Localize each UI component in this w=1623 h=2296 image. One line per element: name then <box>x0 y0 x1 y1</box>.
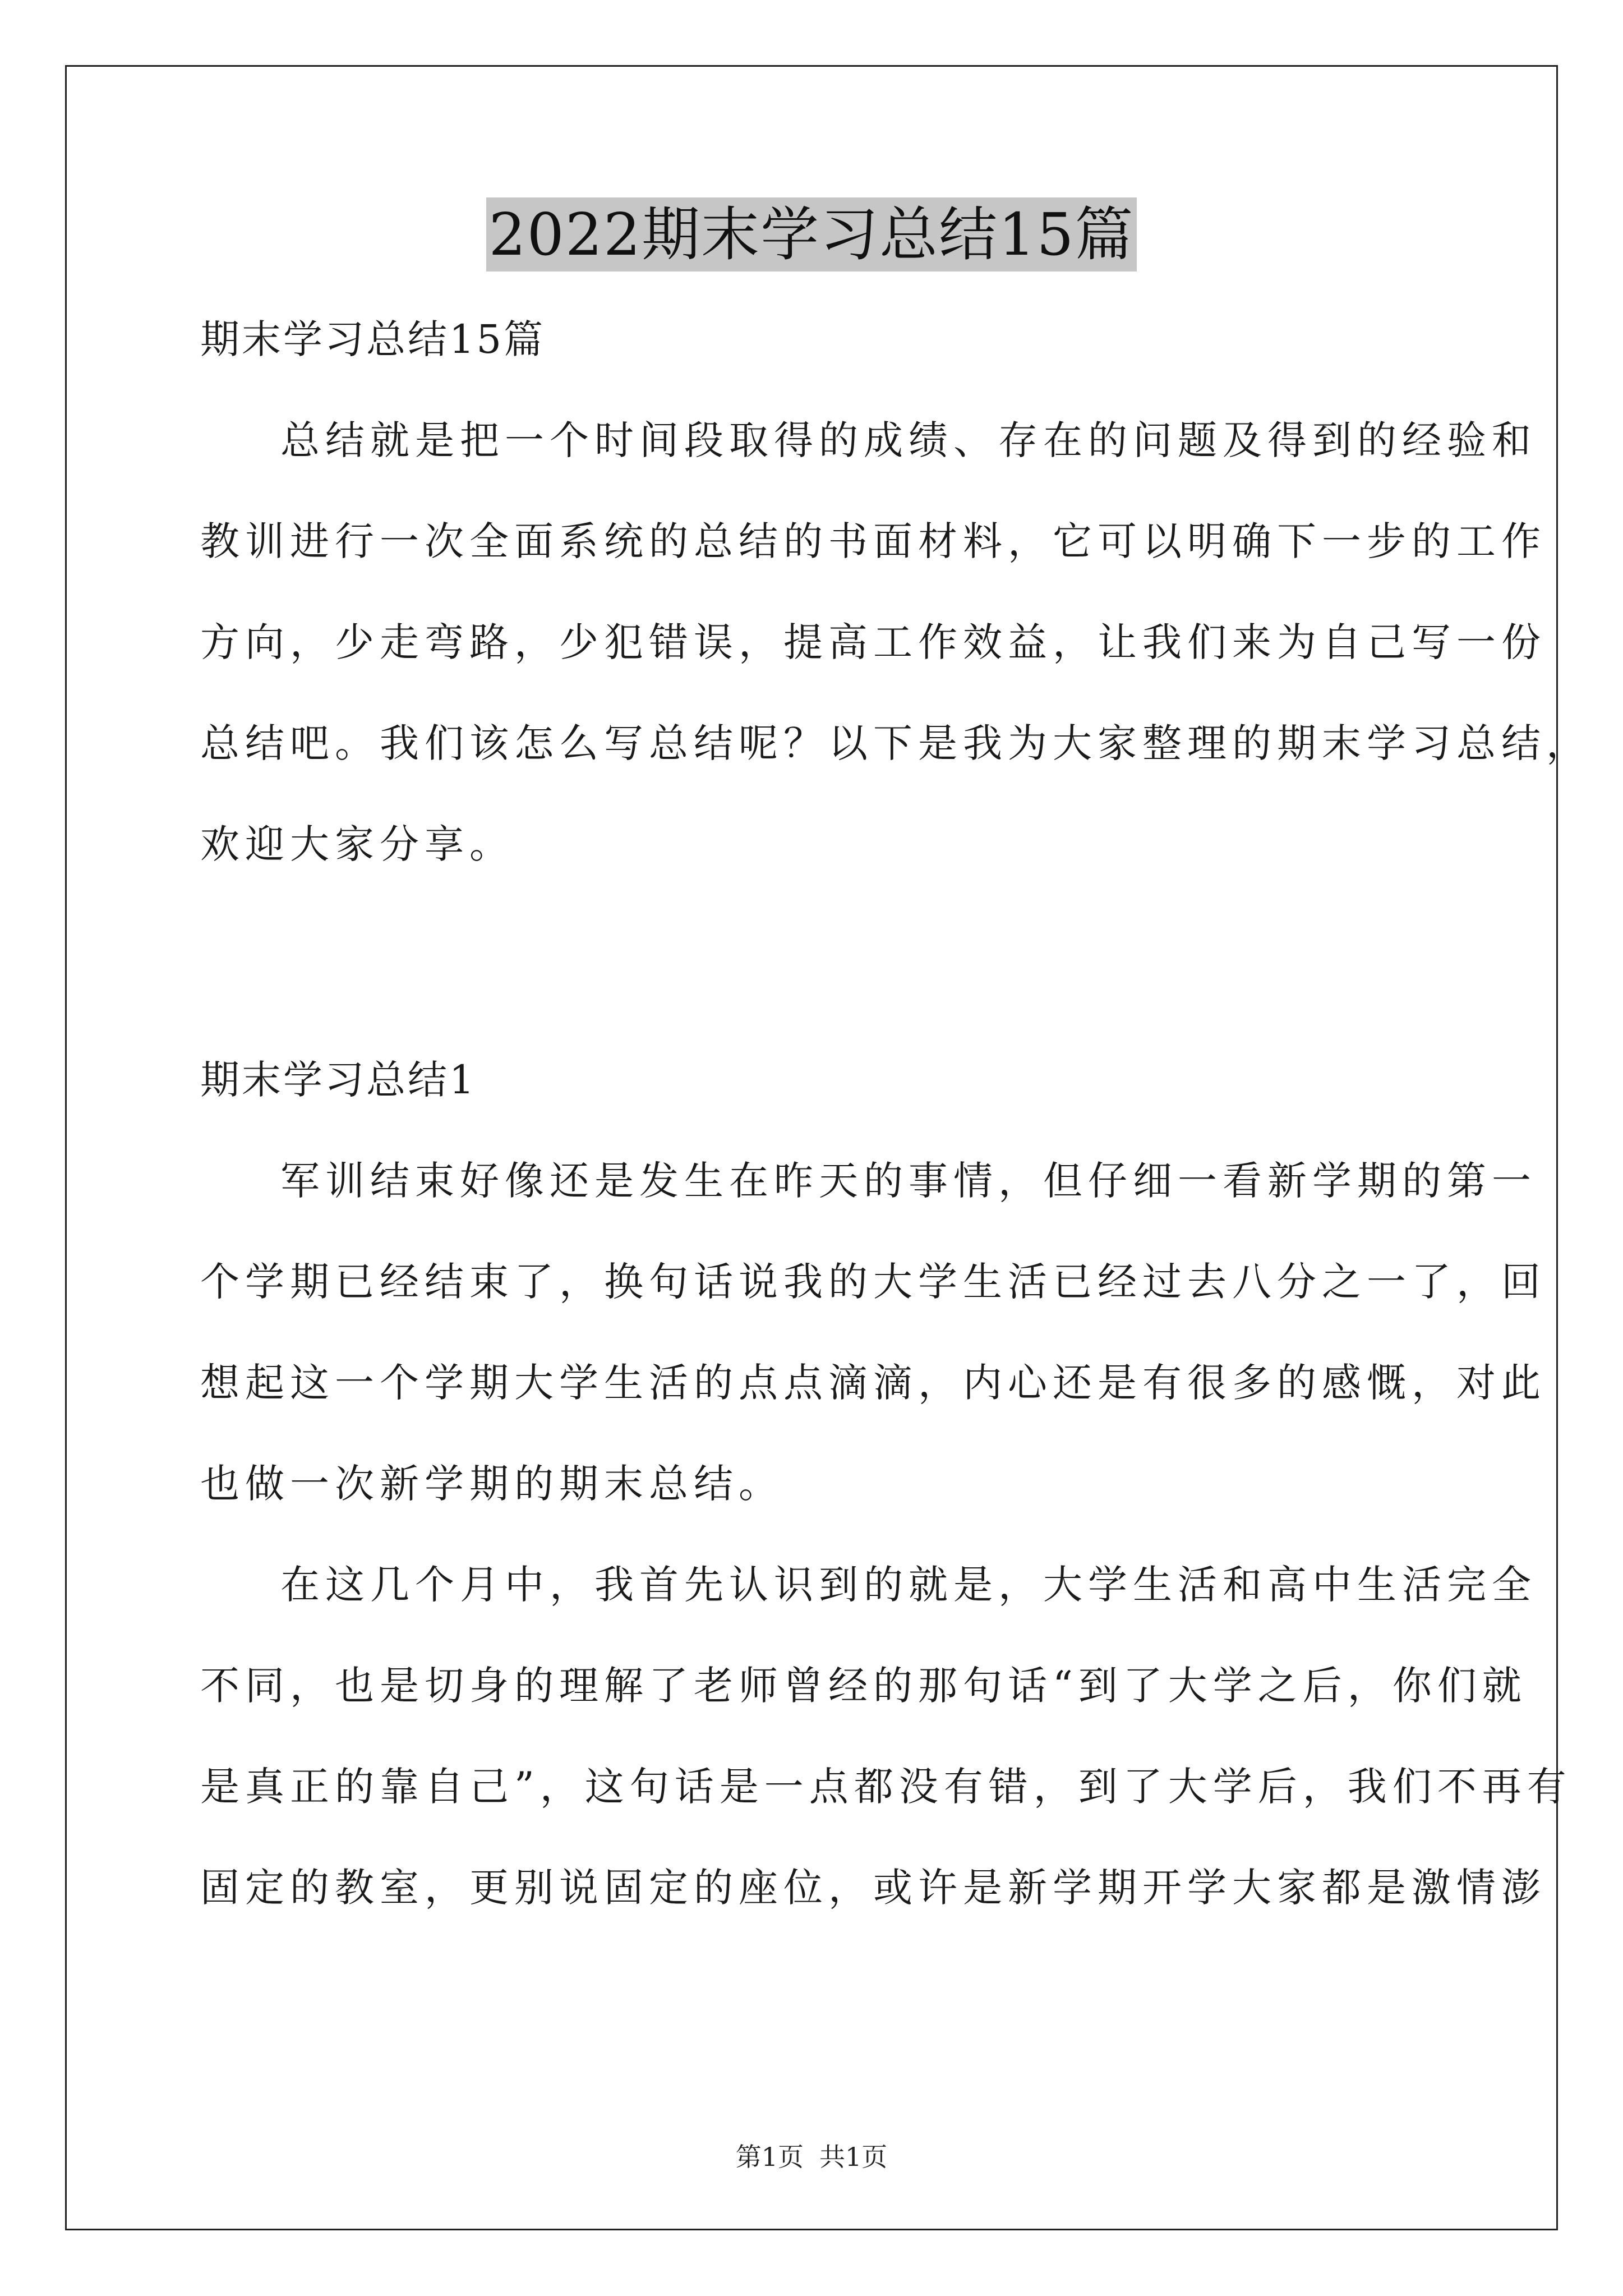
paragraph-line: 军训结束好像还是发生在昨天的事情，但仔细一看新学期的第一 <box>280 1158 1537 1204</box>
intro-line: 总结就是把一个时间段取得的成绩、存在的问题及得到的经验和 <box>280 417 1537 463</box>
page-number-current: 第1页 <box>735 2142 804 2172</box>
paragraph-line: 在这几个月中，我首先认识到的就是，大学生活和高中生活完全 <box>280 1562 1537 1608</box>
paragraph-line: 个学期已经结束了，换句话说我的大学生活已经过去八分之一了，回 <box>200 1259 1546 1305</box>
document-title: 2022期末学习总结15篇 <box>486 197 1136 272</box>
paragraph-line: 不同，也是切身的理解了老师曾经的那句话“到了大学之后，你们就 <box>200 1663 1527 1709</box>
document-subtitle: 期末学习总结15篇 <box>200 316 546 362</box>
intro-line: 方向，少走弯路，少犯错误，提高工作效益，让我们来为自己写一份 <box>200 619 1546 665</box>
intro-line: 教训进行一次全面系统的总结的书面材料，它可以明确下一步的工作 <box>200 518 1546 564</box>
page-number-total: 共1页 <box>819 2142 888 2172</box>
title-container <box>0 197 1623 272</box>
paragraph-line: 是真正的靠自己”，这句话是一点都没有错，到了大学后，我们不再有 <box>200 1764 1572 1810</box>
paragraph-line: 固定的教室，更别说固定的座位，或许是新学期开学大家都是激情澎 <box>200 1865 1546 1911</box>
paragraph-line: 想起这一个学期大学生活的点点滴滴，内心还是有很多的感慨，对此 <box>200 1360 1546 1406</box>
paragraph-line: 也做一次新学期的期末总结。 <box>200 1461 783 1507</box>
section-heading: 期末学习总结1 <box>200 1057 477 1103</box>
intro-line: 总结吧。我们该怎么写总结呢？以下是我为大家整理的期末学习总结， <box>200 720 1591 766</box>
intro-line: 欢迎大家分享。 <box>200 821 514 867</box>
page-footer <box>0 2140 1623 2174</box>
